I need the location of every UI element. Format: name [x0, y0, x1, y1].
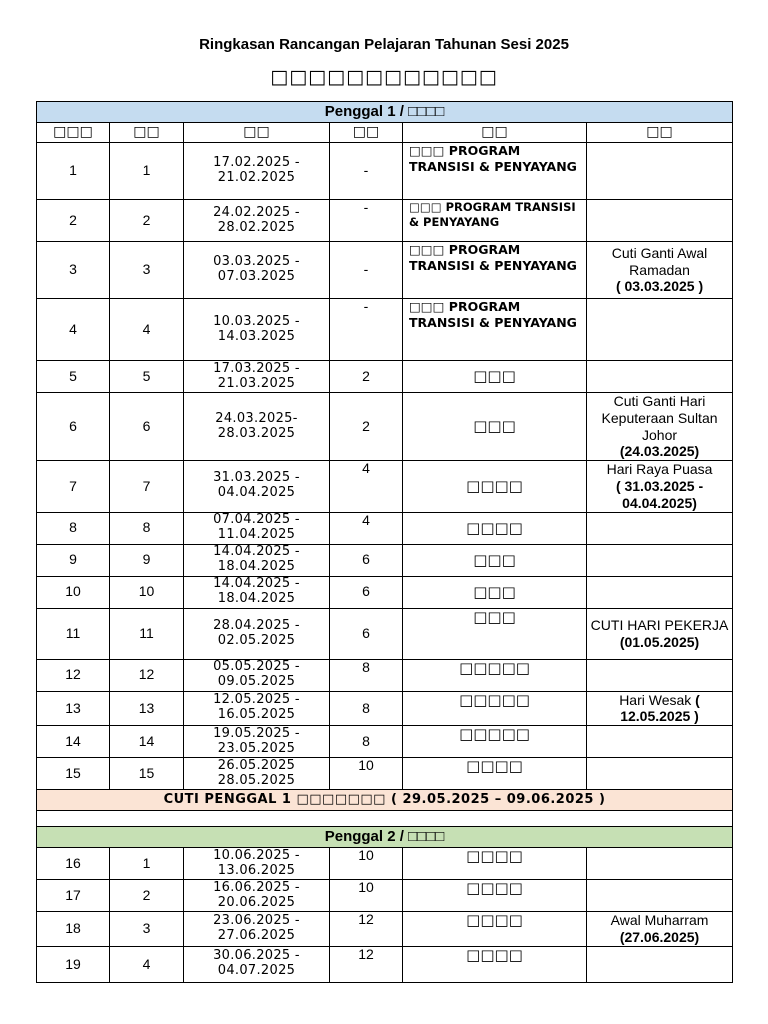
- date-range: 23.06.2025 - 27.06.2025: [184, 912, 330, 947]
- topic: □□□□: [403, 946, 587, 982]
- week-number: 15: [110, 758, 184, 790]
- spacer-cell: [37, 811, 733, 827]
- unit-number: 4: [330, 461, 403, 512]
- topic: □□□□: [403, 512, 587, 544]
- term-1-label: Penggal 1 / □□□□: [37, 102, 733, 123]
- topic: □□□□: [403, 912, 587, 947]
- note-text: Cuti Ganti Hari Keputeraan Sultan Johor: [601, 393, 718, 443]
- week-number: 4: [110, 299, 184, 361]
- note-date: ( 03.03.2025 ): [615, 278, 704, 295]
- note-text: CUTI HARI PEKERJA: [590, 616, 729, 633]
- note: [587, 848, 733, 880]
- note: [587, 946, 733, 982]
- row-number: 9: [37, 544, 110, 576]
- table-row: [37, 848, 733, 880]
- date-range: 28.04.2025 - 02.05.2025: [184, 608, 330, 659]
- date-range: 07.04.2025 - 11.04.2025: [184, 512, 330, 544]
- unit-number: 6: [330, 576, 403, 608]
- week-number: 3: [110, 912, 184, 947]
- note-text: Hari Wesak: [619, 691, 692, 708]
- date-range: 26.05.2025 28.05.2025: [184, 758, 330, 790]
- unit-number: 12: [330, 946, 403, 982]
- spacer-row: [37, 811, 733, 827]
- note: [587, 691, 733, 726]
- unit-number: -: [330, 242, 403, 299]
- table-row: [37, 544, 733, 576]
- note: [587, 393, 733, 461]
- col-header-unit: □□: [330, 123, 403, 143]
- week-number: 7: [110, 461, 184, 512]
- week-number: 2: [110, 880, 184, 912]
- unit-number: -: [330, 143, 403, 200]
- note-text: Cuti Ganti Awal Ramadan: [611, 244, 708, 278]
- week-number: 5: [110, 361, 184, 393]
- week-number: 4: [110, 946, 184, 982]
- week-number: 1: [110, 143, 184, 200]
- row-number: 3: [37, 242, 110, 299]
- row-number: 1: [37, 143, 110, 200]
- table-row: [37, 299, 733, 361]
- note: [587, 659, 733, 691]
- page-title: Ringkasan Rancangan Pelajaran Tahunan Sesi 2025: [199, 36, 569, 53]
- topic: □□□ PROGRAM TRANSISI & PENYAYANG: [403, 242, 587, 299]
- unit-number: 8: [330, 659, 403, 691]
- row-number: 6: [37, 393, 110, 461]
- unit-number: 6: [330, 544, 403, 576]
- note: [587, 242, 733, 299]
- note: [587, 143, 733, 200]
- row-number: 7: [37, 461, 110, 512]
- date-range: 16.06.2025 - 20.06.2025: [184, 880, 330, 912]
- date-range: 12.05.2025 - 16.05.2025: [184, 691, 330, 726]
- unit-number: 10: [330, 880, 403, 912]
- week-number: 8: [110, 512, 184, 544]
- note: [587, 544, 733, 576]
- date-range: 31.03.2025 - 04.04.2025: [184, 461, 330, 512]
- note-date: (27.06.2025): [619, 928, 700, 945]
- table-row: [37, 691, 733, 726]
- column-header-row: [37, 123, 733, 143]
- table-row: [37, 461, 733, 512]
- row-number: 18: [37, 912, 110, 947]
- note: [587, 912, 733, 947]
- date-range: 10.06.2025 - 13.06.2025: [184, 848, 330, 880]
- row-number: 11: [37, 608, 110, 659]
- note-text: Hari Raya Puasa: [606, 461, 713, 478]
- topic: □□□□: [403, 461, 587, 512]
- table-row: [37, 946, 733, 982]
- row-number: 4: [37, 299, 110, 361]
- week-number: 9: [110, 544, 184, 576]
- term-2-header-row: [37, 827, 733, 848]
- row-number: 15: [37, 758, 110, 790]
- unit-number: 2: [330, 361, 403, 393]
- unit-number: 10: [330, 758, 403, 790]
- topic: □□□: [403, 393, 587, 461]
- topic: □□□ PROGRAM TRANSISI & PENYAYANG: [403, 299, 587, 361]
- date-range: 17.03.2025 - 21.03.2025: [184, 361, 330, 393]
- topic: □□□: [403, 544, 587, 576]
- term-break-label: CUTI PENGGAL 1 □□□□□□□ ( 29.05.2025 – 09.06.2025 ): [37, 790, 733, 811]
- date-range: 14.04.2025 - 18.04.2025: [184, 576, 330, 608]
- col-header-no: □□□: [37, 123, 110, 143]
- week-number: 13: [110, 691, 184, 726]
- col-header-topic: □□: [403, 123, 587, 143]
- table-row: [37, 758, 733, 790]
- note: [587, 512, 733, 544]
- table-row: [37, 576, 733, 608]
- row-number: 8: [37, 512, 110, 544]
- week-number: 11: [110, 608, 184, 659]
- unit-number: 8: [330, 691, 403, 726]
- row-number: 14: [37, 726, 110, 758]
- date-range: 05.05.2025 - 09.05.2025: [184, 659, 330, 691]
- topic: □□□□□: [403, 726, 587, 758]
- topic: □□□□: [403, 880, 587, 912]
- row-number: 16: [37, 848, 110, 880]
- note: [587, 461, 733, 512]
- topic: □□□: [403, 608, 587, 659]
- unit-number: -: [330, 200, 403, 242]
- row-number: 13: [37, 691, 110, 726]
- row-number: 12: [37, 659, 110, 691]
- table-row: [37, 143, 733, 200]
- date-range: 24.03.2025- 28.03.2025: [184, 393, 330, 461]
- unit-number: 6: [330, 608, 403, 659]
- date-range: 03.03.2025 - 07.03.2025: [184, 242, 330, 299]
- row-number: 2: [37, 200, 110, 242]
- note: [587, 758, 733, 790]
- topic: □□□: [403, 361, 587, 393]
- week-number: 1: [110, 848, 184, 880]
- note: [587, 726, 733, 758]
- table-row: [37, 393, 733, 461]
- table-row: [37, 912, 733, 947]
- row-number: 10: [37, 576, 110, 608]
- date-range: 30.06.2025 - 04.07.2025: [184, 946, 330, 982]
- term-2-label: Penggal 2 / □□□□: [37, 827, 733, 848]
- week-number: 6: [110, 393, 184, 461]
- table-row: [37, 242, 733, 299]
- topic: □□□ PROGRAM TRANSISI & PENYAYANG: [403, 200, 587, 242]
- table-row: [37, 659, 733, 691]
- table-row: [37, 880, 733, 912]
- lesson-plan-table: [36, 101, 733, 983]
- term-1-header-row: [37, 102, 733, 123]
- topic: □□□□□: [403, 691, 587, 726]
- topic: □□□ PROGRAM TRANSISI & PENYAYANG: [403, 143, 587, 200]
- note-text: Awal Muharram: [610, 912, 709, 929]
- topic: □□□□: [403, 848, 587, 880]
- note: [587, 361, 733, 393]
- col-header-date: □□: [184, 123, 330, 143]
- unit-number: 10: [330, 848, 403, 880]
- note: [587, 880, 733, 912]
- table-row: [37, 361, 733, 393]
- unit-number: 8: [330, 726, 403, 758]
- note: [587, 200, 733, 242]
- topic: □□□□□: [403, 659, 587, 691]
- note-date: ( 31.03.2025 - 04.04.2025): [615, 477, 704, 511]
- table-row: [37, 608, 733, 659]
- unit-number: 4: [330, 512, 403, 544]
- week-number: 3: [110, 242, 184, 299]
- date-range: 10.03.2025 - 14.03.2025: [184, 299, 330, 361]
- topic: □□□□: [403, 758, 587, 790]
- note-date: ( 12.05.2025 ): [620, 691, 700, 725]
- note-date: (01.05.2025): [619, 633, 700, 650]
- date-range: 24.02.2025 - 28.02.2025: [184, 200, 330, 242]
- table-row: [37, 200, 733, 242]
- unit-number: -: [330, 299, 403, 361]
- note-date: (24.03.2025): [619, 443, 700, 460]
- col-header-week: □□: [110, 123, 184, 143]
- table-row: [37, 726, 733, 758]
- note: [587, 299, 733, 361]
- page-subtitle: □□□□□□□□□□□□: [270, 66, 498, 88]
- note: [587, 576, 733, 608]
- table-row: [37, 512, 733, 544]
- col-header-note: □□: [587, 123, 733, 143]
- row-number: 17: [37, 880, 110, 912]
- date-range: 17.02.2025 - 21.02.2025: [184, 143, 330, 200]
- unit-number: 12: [330, 912, 403, 947]
- week-number: 10: [110, 576, 184, 608]
- unit-number: 2: [330, 393, 403, 461]
- date-range: 14.04.2025 - 18.04.2025: [184, 544, 330, 576]
- week-number: 14: [110, 726, 184, 758]
- note: [587, 608, 733, 659]
- topic: □□□: [403, 576, 587, 608]
- row-number: 5: [37, 361, 110, 393]
- term-break-row: [37, 790, 733, 811]
- date-range: 19.05.2025 - 23.05.2025: [184, 726, 330, 758]
- week-number: 2: [110, 200, 184, 242]
- week-number: 12: [110, 659, 184, 691]
- row-number: 19: [37, 946, 110, 982]
